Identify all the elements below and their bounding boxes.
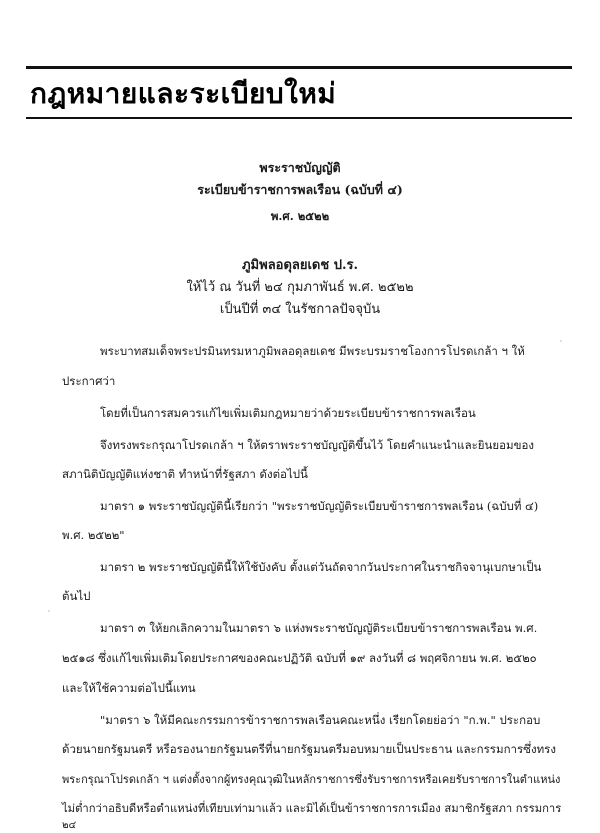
section-6-line-4: ไม่ต่ำกว่าอธิบดีหรือตำแหน่งที่เทียบเท่ามาแล้ว และมิได้เป็นข้าราชการการเมือง สมาชิกรัฐสภา กรรมการ [62,802,562,815]
paragraph-1-line-2: ประกาศว่า [62,374,116,388]
act-title: พระราชบัญญัติ [259,160,341,175]
act-subtitle: ระเบียบข้าราชการพลเรือน (ฉบับที่ ๔) [197,182,403,197]
scan-speck [560,340,562,342]
section-2-line-2: ต้นไป [62,589,91,603]
section-1-line-1: มาตรา ๑ พระราชบัญญัตินี้เรียกว่า "พระราชบัญญัติระเบียบข้าราชการพลเรือน (ฉบับที่ ๔) [100,499,539,513]
section-title: กฎหมายและระเบียบใหม่ [30,77,337,110]
section-6-line-2: ด้วยนายกรัฐมนตรี หรือรองนายกรัฐมนตรีที่นายกรัฐมนตรีมอบหมายเป็นประธาน และกรรมการซึ่งทรง [62,742,556,756]
section-1-line-2: พ.ศ. ๒๕๒๒" [62,528,125,542]
header-bottom-rule [26,117,572,119]
paragraph-2-line-1: โดยที่เป็นการสมควรแก้ไขเพิ่มเติมกฎหมายว่าด้วยระเบียบข้าราชการพลเรือน [100,406,476,420]
header-top-rule [26,66,572,69]
reign-year: เป็นปีที่ ๓๔ ในรัชกาลปัจจุบัน [219,302,381,317]
section-6-line-3: พระกรุณาโปรดเกล้า ฯ แต่งตั้งจากผู้ทรงคุณวุฒิในหลักราชการซึ่งรับราชการหรือเคยรับราชการในตำแหน่ง [62,773,561,786]
king-name: ภูมิพลอดุลยเดช ป.ร. [241,258,359,273]
section-3-line-2: ๒๕๑๘ ซึ่งแก้ไขเพิ่มเติมโดยประกาศของคณะปฏิวัติ ฉบับที่ ๑๙ ลงวันที่ ๘ พฤศจิกายน พ.ศ. ๒๕๒๐ [62,651,537,665]
paragraph-3-line-2: สภานิติบัญญัติแห่งชาติ ทำหน้าที่รัฐสภา ดังต่อไปนี้ [62,467,308,481]
given-date: ให้ไว้ ณ วันที่ ๒๔ กุมภาพันธ์ พ.ศ. ๒๕๒๒ [186,280,414,295]
page-number: ๒๔ [62,820,77,831]
act-year: พ.ศ. ๒๕๒๒ [270,209,330,223]
section-2-line-1: มาตรา ๒ พระราชบัญญัตินี้ให้ใช้บังคับ ตั้งแต่วันถัดจากวันประกาศในราชกิจจานุเบกษาเป็น [100,560,542,574]
section-3-line-1: มาตรา ๓ ให้ยกเลิกความในมาตรา ๖ แห่งพระราชบัญญัติระเบียบข้าราชการพลเรือน พ.ศ. [100,621,538,635]
paragraph-3-line-1: จึงทรงพระกรุณาโปรดเกล้า ฯ ให้ตราพระราชบัญญัติขึ้นไว้ โดยคำแนะนำและยินยอมของ [100,438,535,452]
scan-speck [48,610,50,612]
paragraph-1-line-1: พระบาทสมเด็จพระปรมินทรมหาภูมิพลอดุลยเดช มีพระบรมราชโองการโปรดเกล้า ฯ ให้ [100,344,525,358]
section-6-line-1: "มาตรา ๖ ให้มีคณะกรรมการข้าราชการพลเรือนคณะหนึ่ง เรียกโดยย่อว่า "ก.พ." ประกอบ [100,713,541,727]
section-3-line-3: และให้ใช้ความต่อไปนี้แทน [62,681,196,695]
